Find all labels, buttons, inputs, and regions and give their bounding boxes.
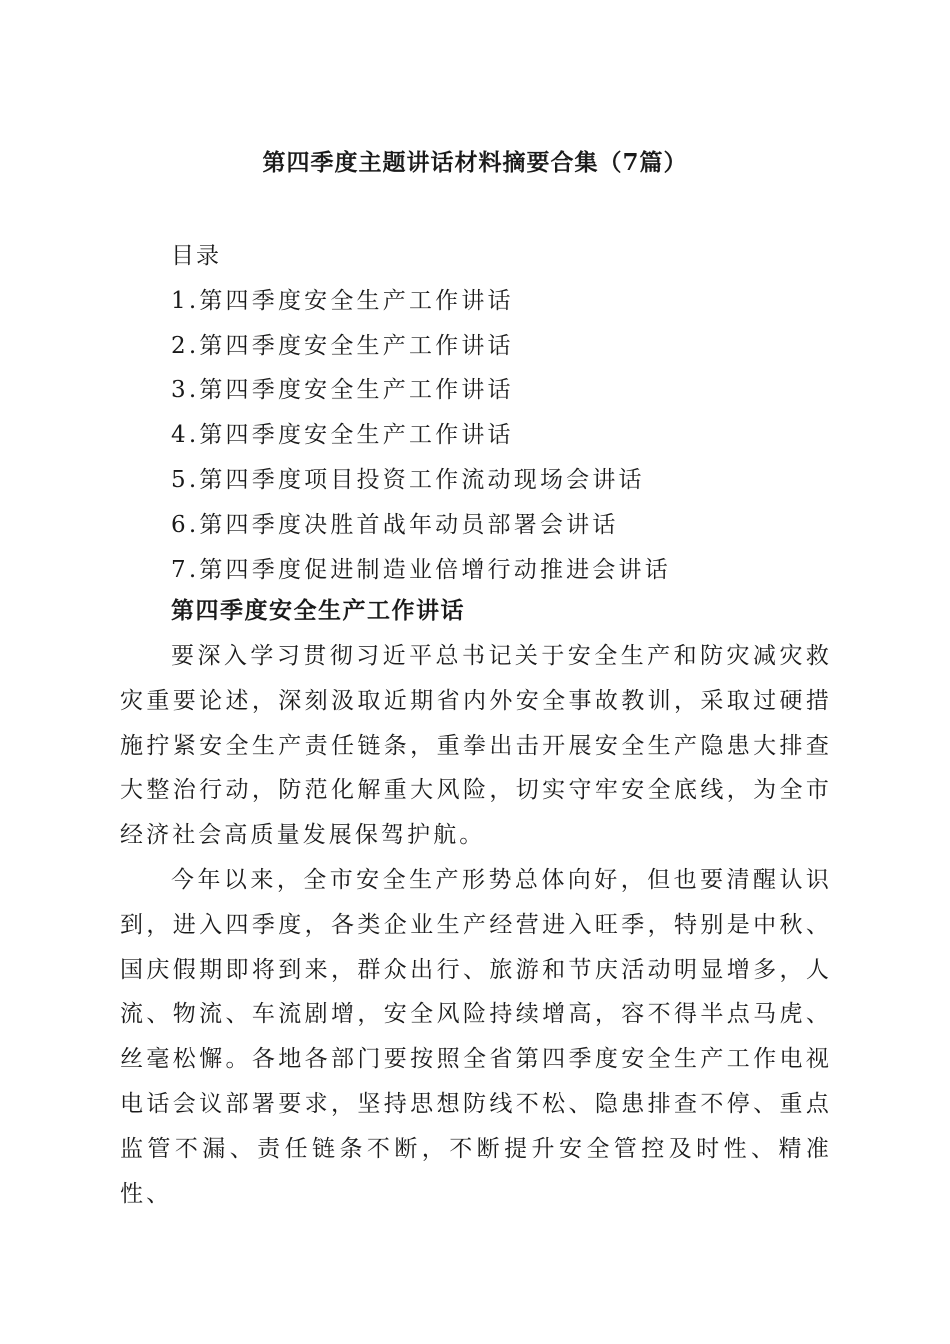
toc-item: 7.第四季度促进制造业倍增行动推进会讲话 <box>171 556 671 583</box>
toc-item: 2.第四季度安全生产工作讲话 <box>171 332 514 359</box>
document-title: 第四季度主题讲话材料摘要合集（7篇） <box>262 149 688 176</box>
section-heading: 第四季度安全生产工作讲话 <box>171 597 465 624</box>
toc-item: 4.第四季度安全生产工作讲话 <box>171 422 514 449</box>
toc-heading: 目录 <box>171 243 221 269</box>
toc-item: 3.第四季度安全生产工作讲话 <box>171 377 514 404</box>
table-of-contents <box>171 234 671 592</box>
body-paragraph: 今年以来，全市安全生产形势总体向好，但也要清醒认识到，进入四季度，各类企业生产经营进入旺季，特别是中秋、国庆假期即将到来，群众出行、旅游和节庆活动明显增多，人流、物流、车流剧增，安全风险持续增高，容不得半点马虎、丝毫松懈。各地各部门要按照全省第四季度安全生产工作电视电话会议部署要求，坚持思想防线不松、隐患排查不停、重点监管不漏、责任链条不断，不断提升安全管控及时性、精准性、 <box>120 867 832 1207</box>
body-paragraph: 要深入学习贯彻习近平总书记关于安全生产和防灾减灾救灾重要论述，深刻汲取近期省内外安全事故教训，采取过硬措施拧紧安全生产责任链条，重拳出击开展安全生产隐患大排查大整治行动，防范化解重大风险，切实守牢安全底线，为全市经济社会高质量发展保驾护航。 <box>120 643 832 849</box>
toc-item: 1.第四季度安全生产工作讲话 <box>171 287 514 314</box>
toc-item: 6.第四季度决胜首战年动员部署会讲话 <box>171 511 619 538</box>
toc-item: 5.第四季度项目投资工作流动现场会讲话 <box>171 466 645 493</box>
